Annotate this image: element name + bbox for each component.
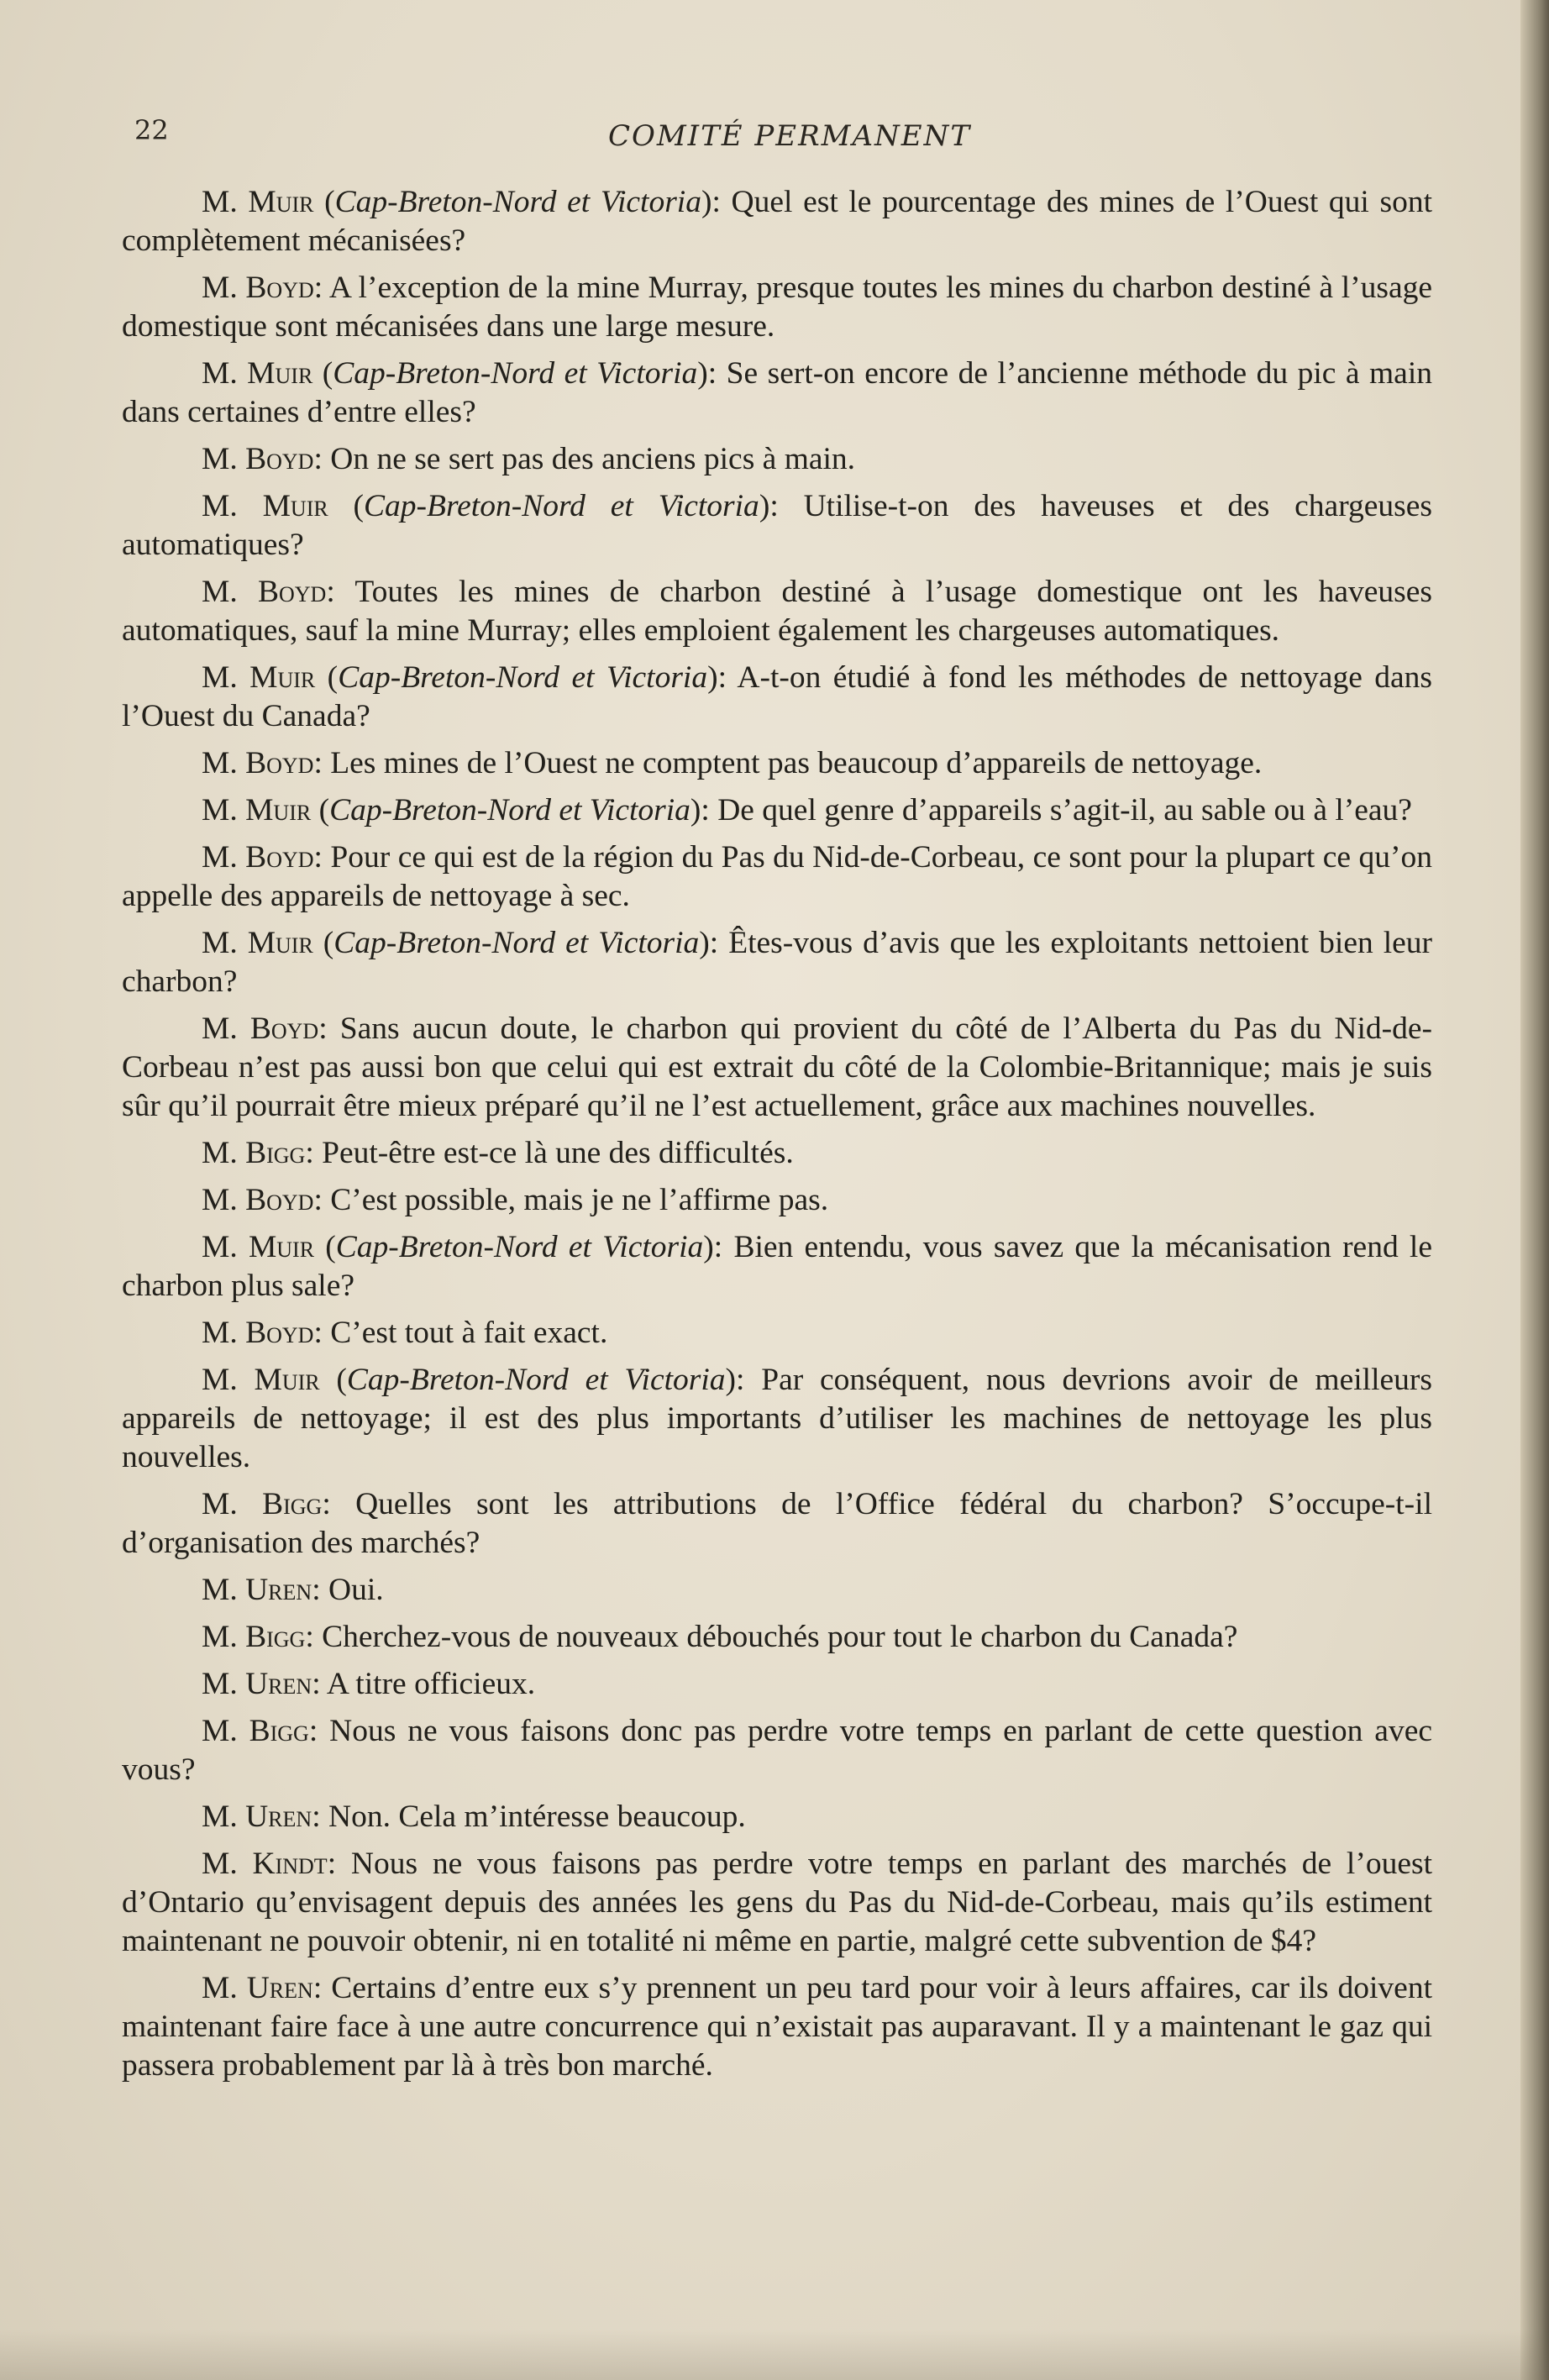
speaker-name: M. Boyd [202, 840, 314, 875]
speaker-name: M. Boyd [202, 442, 314, 476]
page-header [134, 109, 1445, 160]
speaker-name: M. Boyd [202, 1316, 314, 1350]
speaker-riding: Cap-Breton-Nord et Victoria [335, 1230, 704, 1264]
transcript-paragraph: M. Uren: Non. Cela m’intéresse beaucoup. [202, 1799, 746, 1834]
speaker-name: M. Kindt [202, 1847, 328, 1881]
speech-text: Sans aucun doute, le charbon qui provient du côté de l’Alberta du Pas du Nid-de-Corbeau n’est pas aussi bon que celui qui est extrait du côté de la Colombie-Britannique; mais je suis sûr qu’il pourrait être mieux préparé qu’il ne l’est actuellement, grâce aux machines nouvelles. [122, 1011, 1433, 1123]
speaker-name: M. Boyd [202, 1011, 319, 1046]
transcript-paragraph: M. Muir (Cap-Breton-Nord et Victoria): De quel genre d’appareils s’agit-il, au sable ou à l’eau? [202, 793, 1412, 827]
speech-text: Certains d’entre eux s’y prennent un peu tard pour voir à leurs affaires, car ils doivent maintenant faire face à une autre concurrence qui n’existait pas auparavant. Il y a maintenant le gaz qui passera probablement par là à très bon marché. [122, 1971, 1432, 2083]
speaker-riding: Cap-Breton-Nord et Victoria [333, 356, 698, 391]
transcript-paragraph: M. Boyd: C’est possible, mais je ne l’affirme pas. [202, 1183, 829, 1217]
transcript-paragraph: M. Boyd: Sans aucun doute, le charbon qui provient du côté de l’Alberta du Pas du Nid-de-Corbeau n’est pas aussi bon que celui qui est extrait du côté de la Colombie-Britannique; mais je suis sûr qu’il pourrait être mieux préparé qu’il ne l’est actuellement, grâce aux machines nouvelles. [122, 1011, 1433, 1123]
transcript-paragraph: M. Kindt: Nous ne vous faisons pas perdre votre temps en parlant des marchés de l’ouest d’Ontario qu’envisagent depuis des années les gens du Pas du Nid-de-Corbeau, mais qu’ils estiment maintenant ne pouvoir obtenir, ni en totalité ni même en partie, malgré cette subvention de $4? [122, 1847, 1432, 1958]
transcript-paragraph: M. Uren: A titre officieux. [202, 1667, 536, 1701]
speaker-name: M. Bigg [202, 1620, 306, 1654]
speaker-riding: Cap-Breton-Nord et Victoria [346, 1363, 726, 1397]
speaker-name: M. Uren [202, 1799, 312, 1834]
speaker-name: M. Uren [202, 1667, 312, 1701]
speech-text: On ne se sert pas des anciens pics à main. [330, 442, 856, 476]
speaker-riding: Cap-Breton-Nord et Victoria [329, 793, 690, 827]
speech-text: A titre officieux. [326, 1667, 536, 1701]
speaker-name: M. Uren [202, 1971, 313, 2005]
running-title: COMITÉ PERMANENT [607, 119, 972, 153]
speaker-name: M. Bigg [202, 1136, 306, 1170]
speech-text: Utilise-t-on des haveuses et des chargeuses automatiques? [122, 489, 1432, 562]
speech-text: Par conséquent, nous devrions avoir de meilleurs appareils de nettoyage; il est des plus importants d’utiliser les machines de nettoyage les plus nouvelles. [122, 1363, 1432, 1474]
transcript-paragraph: M. Boyd: Pour ce qui est de la région du Pas du Nid-de-Corbeau, ce sont pour la plupart ce qu’on appelle des appareils de nettoyage à sec. [122, 840, 1432, 913]
speech-text: Nous ne vous faisons donc pas perdre votre temps en parlant de cette question avec vous? [122, 1714, 1432, 1787]
speech-text: A l’exception de la mine Murray, presque toutes les mines du charbon destiné à l’usage domestique sont mécanisées dans une large mesure. [122, 271, 1433, 344]
transcript-paragraph: M. Uren: Certains d’entre eux s’y prennent un peu tard pour voir à leurs affaires, car ils doivent maintenant faire face à une autre concurrence qui n’existait pas auparavant. Il y a maintenant le gaz qui passera probablement par là à très bon marché. [122, 1971, 1432, 2083]
transcript-paragraph: M. Bigg: Peut-être est-ce là une des difficultés. [202, 1136, 794, 1170]
page-binding-edge [1520, 0, 1549, 2380]
speaker-name: M. Boyd [202, 1183, 314, 1217]
transcript-paragraph: M. Muir (Cap-Breton-Nord et Victoria): Se sert-on encore de l’ancienne méthode du pic à main dans certaines d’entre elles? [122, 356, 1432, 429]
transcript-paragraph: M. Muir (Cap-Breton-Nord et Victoria): Quel est le pourcentage des mines de l’Ouest qui sont complètement mécanisées? [122, 185, 1432, 258]
speaker-name: M. Boyd [202, 746, 314, 780]
transcript-paragraph: M. Muir (Cap-Breton-Nord et Victoria): Utilise-t-on des haveuses et des chargeuses automatiques? [122, 489, 1432, 562]
speech-text: Non. Cela m’intéresse beaucoup. [328, 1799, 746, 1834]
transcript-paragraph: M. Bigg: Nous ne vous faisons donc pas perdre votre temps en parlant de cette question avec vous? [122, 1714, 1432, 1787]
speech-text: Nous ne vous faisons pas perdre votre temps en parlant des marchés de l’ouest d’Ontario qu’envisagent depuis des années les gens du Pas du Nid-de-Corbeau, mais qu’ils estiment maintenant ne pouvoir obtenir, ni en totalité ni même en partie, malgré cette subvention de $4? [122, 1847, 1432, 1958]
transcript-paragraph: M. Boyd: C’est tout à fait exact. [202, 1316, 608, 1350]
page-number: 22 [134, 114, 169, 146]
transcript-body [122, 183, 1432, 2094]
speaker-name: M. Muir [202, 1363, 320, 1397]
transcript-paragraph: M. Muir (Cap-Breton-Nord et Victoria): Par conséquent, nous devrions avoir de meilleurs appareils de nettoyage; il est des plus importants d’utiliser les machines de nettoyage les plus nouvelles. [122, 1363, 1432, 1474]
speaker-name: M. Muir [202, 489, 328, 523]
speaker-riding: Cap-Breton-Nord et Victoria [364, 489, 759, 523]
transcript-paragraph: M. Muir (Cap-Breton-Nord et Victoria): Bien entendu, vous savez que la mécanisation rend le charbon plus sale? [122, 1230, 1432, 1303]
speech-text: Pour ce qui est de la région du Pas du Nid-de-Corbeau, ce sont pour la plupart ce qu’on appelle des appareils de nettoyage à sec. [122, 840, 1432, 913]
speaker-riding: Cap-Breton-Nord et Victoria [338, 660, 708, 695]
speech-text: Toutes les mines de charbon destiné à l’usage domestique ont les haveuses automatiques, sauf la mine Murray; elles emploient également les chargeuses automatiques. [122, 575, 1432, 648]
speaker-name: M. Boyd [202, 271, 314, 305]
transcript-paragraph: M. Uren: Oui. [202, 1573, 384, 1607]
speaker-name: M. Bigg [202, 1487, 323, 1521]
transcript-paragraph: M. Bigg: Quelles sont les attributions de l’Office fédéral du charbon? S’occupe-t-il d’organisation des marchés? [122, 1487, 1432, 1560]
transcript-paragraph: M. Muir (Cap-Breton-Nord et Victoria): Êtes-vous d’avis que les exploitants nettoient bien leur charbon? [122, 926, 1432, 999]
speech-text: Oui. [328, 1573, 384, 1607]
speaker-name: M. Bigg [202, 1714, 309, 1748]
transcript-paragraph: M. Bigg: Cherchez-vous de nouveaux débouchés pour tout le charbon du Canada? [202, 1620, 1238, 1654]
speaker-name: M. Muir [202, 660, 316, 695]
transcript-paragraph: M. Boyd: Les mines de l’Ouest ne comptent pas beaucoup d’appareils de nettoyage. [202, 746, 1263, 780]
transcript-paragraph: M. Muir (Cap-Breton-Nord et Victoria): A-t-on étudié à fond les méthodes de nettoyage dans l’Ouest du Canada? [122, 660, 1433, 733]
speech-text: C’est tout à fait exact. [330, 1316, 608, 1350]
speech-text: Bien entendu, vous savez que la mécanisation rend le charbon plus sale? [122, 1230, 1432, 1303]
speech-text: De quel genre d’appareils s’agit-il, au sable ou à l’eau? [717, 793, 1412, 827]
speech-text: Êtes-vous d’avis que les exploitants nettoient bien leur charbon? [122, 926, 1432, 999]
speaker-riding: Cap-Breton-Nord et Victoria [333, 926, 700, 960]
speech-text: Peut-être est-ce là une des difficultés. [322, 1136, 794, 1170]
speaker-name: M. Muir [202, 1230, 315, 1264]
page-bottom-shadow [0, 2330, 1549, 2380]
speaker-name: M. Boyd [202, 575, 327, 609]
speaker-name: M. Muir [202, 793, 312, 827]
speech-text: Quelles sont les attributions de l’Office fédéral du charbon? S’occupe-t-il d’organisation des marchés? [122, 1487, 1432, 1560]
speech-text: Cherchez-vous de nouveaux débouchés pour tout le charbon du Canada? [322, 1620, 1238, 1654]
speaker-name: M. Muir [202, 926, 313, 960]
transcript-paragraph: M. Boyd: Toutes les mines de charbon destiné à l’usage domestique ont les haveuses automatiques, sauf la mine Murray; elles emploient également les chargeuses automatiques. [122, 575, 1432, 648]
speech-text: Les mines de l’Ouest ne comptent pas beaucoup d’appareils de nettoyage. [330, 746, 1263, 780]
speech-text: Quel est le pourcentage des mines de l’Ouest qui sont complètement mécanisées? [122, 185, 1432, 258]
transcript-paragraph: M. Boyd: A l’exception de la mine Murray, presque toutes les mines du charbon destiné à l’usage domestique sont mécanisées dans une large mesure. [122, 271, 1433, 344]
speech-text: A-t-on étudié à fond les méthodes de nettoyage dans l’Ouest du Canada? [122, 660, 1433, 733]
speaker-name: M. Muir [202, 185, 314, 219]
speech-text: Se sert-on encore de l’ancienne méthode du pic à main dans certaines d’entre elles? [122, 356, 1432, 429]
speech-text: C’est possible, mais je ne l’affirme pas. [330, 1183, 829, 1217]
speaker-name: M. Muir [202, 356, 313, 391]
speaker-name: M. Uren [202, 1573, 312, 1607]
transcript-paragraph: M. Boyd: On ne se sert pas des anciens pics à main. [202, 442, 856, 476]
speaker-riding: Cap-Breton-Nord et Victoria [334, 185, 701, 219]
